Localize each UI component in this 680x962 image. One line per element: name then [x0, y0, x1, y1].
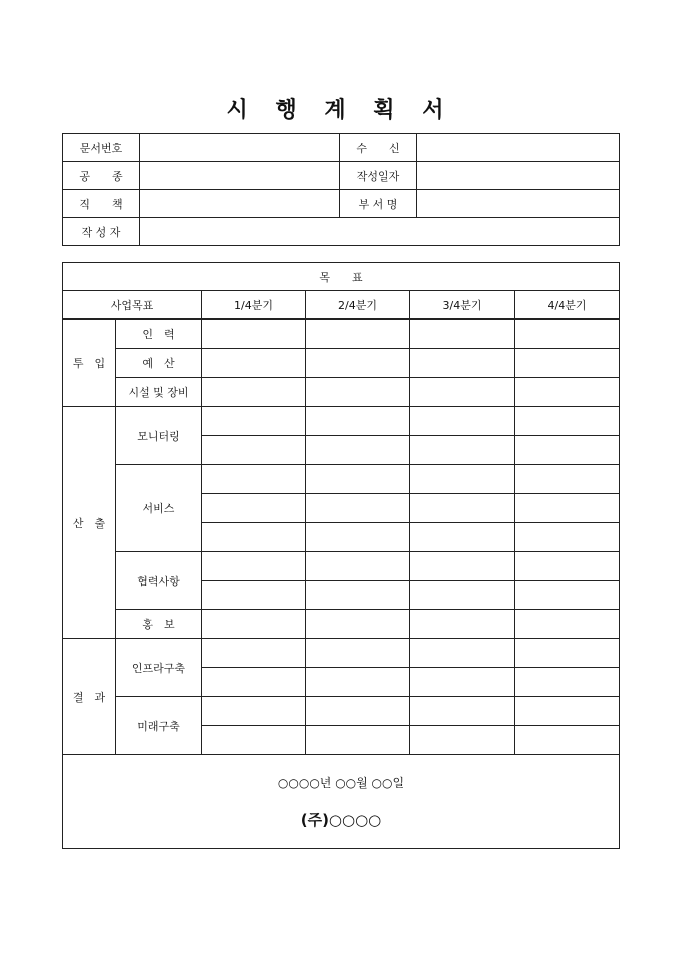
item-facilities-label: 시설 및 장비: [116, 378, 202, 407]
table-cell[interactable]: [306, 581, 410, 610]
item-budget-label: 예 산: [116, 349, 202, 378]
table-cell[interactable]: [410, 552, 515, 581]
table-cell[interactable]: [202, 378, 306, 407]
table-cell[interactable]: [515, 552, 620, 581]
table-cell[interactable]: [202, 668, 306, 697]
dept-label: 부 서 명: [340, 190, 417, 218]
table-cell[interactable]: [410, 378, 515, 407]
column-header-goal: 사업목표: [63, 291, 202, 320]
table-cell[interactable]: [410, 726, 515, 755]
author-field[interactable]: [140, 218, 620, 246]
goal-header: 목 표: [63, 263, 620, 291]
table-cell[interactable]: [515, 465, 620, 494]
signature-date: ○○○○년 ○○월 ○○일: [277, 775, 405, 790]
item-service-label: 서비스: [116, 465, 202, 552]
table-cell[interactable]: [306, 465, 410, 494]
author-label: 작 성 자: [63, 218, 140, 246]
table-cell[interactable]: [306, 639, 410, 668]
table-cell[interactable]: [202, 349, 306, 378]
dept-field[interactable]: [417, 190, 620, 218]
column-header-q1: 1/4분기: [202, 291, 306, 320]
table-cell[interactable]: [515, 668, 620, 697]
table-cell[interactable]: [306, 668, 410, 697]
table-cell[interactable]: [515, 523, 620, 552]
table-cell[interactable]: [306, 610, 410, 639]
item-infra-label: 인프라구축: [116, 639, 202, 697]
table-cell[interactable]: [202, 581, 306, 610]
item-promotion-label: 홍 보: [116, 610, 202, 639]
recipient-label: 수 신: [340, 134, 417, 162]
table-cell[interactable]: [202, 319, 306, 349]
date-field[interactable]: [417, 162, 620, 190]
document-title: 시 행 계 획 서: [226, 98, 454, 123]
plan-table: [62, 262, 620, 849]
table-cell[interactable]: [515, 319, 620, 349]
table-cell[interactable]: [306, 697, 410, 726]
group-result-label: 결 과: [63, 639, 116, 755]
column-header-q2: 2/4분기: [306, 291, 410, 320]
table-cell[interactable]: [410, 319, 515, 349]
work-label: 공 종: [63, 162, 140, 190]
column-header-q4: 4/4분기: [515, 291, 620, 320]
table-cell[interactable]: [410, 581, 515, 610]
item-future-label: 미래구축: [116, 697, 202, 755]
table-cell[interactable]: [515, 407, 620, 436]
table-cell[interactable]: [515, 726, 620, 755]
group-output-label: 산 출: [63, 407, 116, 639]
position-field[interactable]: [140, 190, 340, 218]
item-manpower-label: 인 력: [116, 319, 202, 349]
table-cell[interactable]: [410, 494, 515, 523]
table-cell[interactable]: [202, 465, 306, 494]
date-label: 작성일자: [340, 162, 417, 190]
table-cell[interactable]: [306, 552, 410, 581]
table-cell[interactable]: [410, 668, 515, 697]
table-cell[interactable]: [515, 349, 620, 378]
column-header-q3: 3/4분기: [410, 291, 515, 320]
table-cell[interactable]: [515, 610, 620, 639]
doc-no-field[interactable]: [140, 134, 340, 162]
signature-company: (주)○○○○: [300, 810, 382, 829]
table-cell[interactable]: [515, 494, 620, 523]
table-cell[interactable]: [202, 697, 306, 726]
table-cell[interactable]: [306, 407, 410, 436]
table-cell[interactable]: [202, 494, 306, 523]
table-cell[interactable]: [410, 349, 515, 378]
table-cell[interactable]: [202, 523, 306, 552]
table-cell[interactable]: [306, 319, 410, 349]
table-cell[interactable]: [202, 407, 306, 436]
table-cell[interactable]: [515, 581, 620, 610]
info-table: [62, 133, 620, 246]
recipient-field[interactable]: [417, 134, 620, 162]
table-cell[interactable]: [306, 378, 410, 407]
table-cell[interactable]: [410, 523, 515, 552]
table-cell[interactable]: [306, 726, 410, 755]
table-cell[interactable]: [410, 407, 515, 436]
item-cooperation-label: 협력사항: [116, 552, 202, 610]
signature-block: [63, 755, 620, 849]
item-monitoring-label: 모니터링: [116, 407, 202, 465]
table-cell[interactable]: [202, 610, 306, 639]
table-cell[interactable]: [306, 349, 410, 378]
table-cell[interactable]: [202, 639, 306, 668]
table-cell[interactable]: [202, 436, 306, 465]
table-cell[interactable]: [202, 552, 306, 581]
table-cell[interactable]: [410, 465, 515, 494]
position-label: 직 책: [63, 190, 140, 218]
table-cell[interactable]: [306, 494, 410, 523]
table-cell[interactable]: [410, 610, 515, 639]
table-cell[interactable]: [410, 697, 515, 726]
table-cell[interactable]: [515, 697, 620, 726]
table-cell[interactable]: [202, 726, 306, 755]
table-cell[interactable]: [515, 639, 620, 668]
table-cell[interactable]: [410, 639, 515, 668]
table-cell[interactable]: [306, 523, 410, 552]
doc-no-label: 문서번호: [63, 134, 140, 162]
table-cell[interactable]: [410, 436, 515, 465]
group-input-label: 투 입: [63, 319, 116, 407]
table-cell[interactable]: [515, 378, 620, 407]
table-cell[interactable]: [306, 436, 410, 465]
table-cell[interactable]: [515, 436, 620, 465]
work-field[interactable]: [140, 162, 340, 190]
